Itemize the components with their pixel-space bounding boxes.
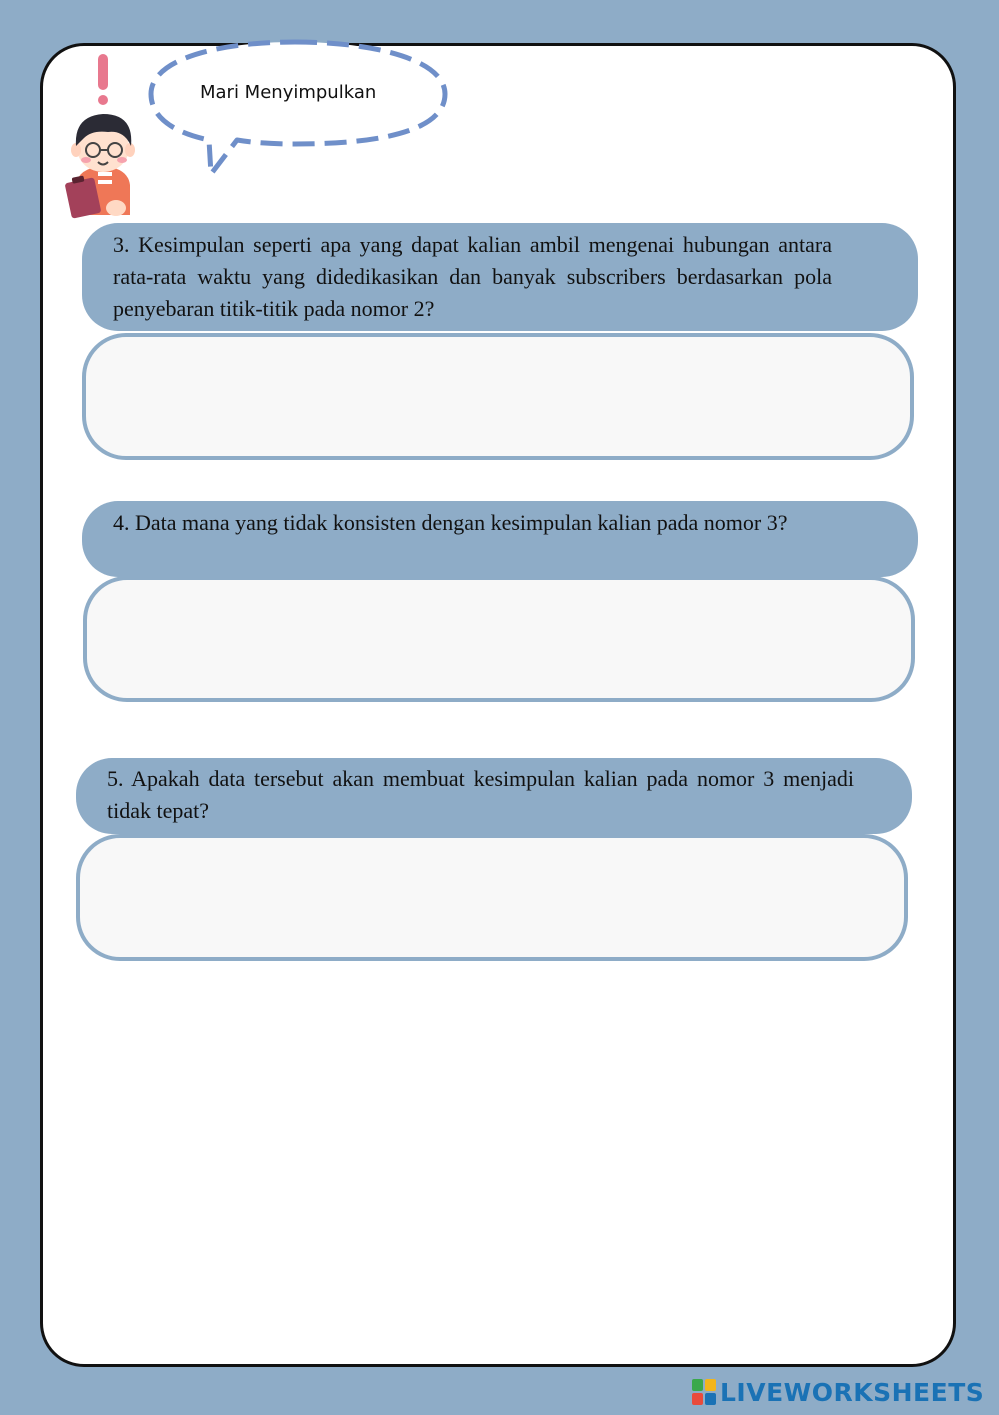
question-5: 5. Apakah data tersebut akan membuat kesimpulan kalian pada nomor 3 menjadi tidak tepat? xyxy=(76,758,912,834)
brand-name: LIVEWORKSHEETS xyxy=(720,1377,985,1407)
question-3: 3. Kesimpulan seperti apa yang dapat kalian ambil mengenai hubungan antara rata-rata waktu yang didedikasikan dan banyak subscribers berdasarkan pola penyebaran titik-titik pada nomor 2? xyxy=(82,223,918,331)
student-mascot-icon xyxy=(58,50,148,220)
logo-blocks-icon xyxy=(692,1379,716,1405)
answer-box-5[interactable] xyxy=(76,834,908,961)
liveworksheets-logo[interactable] xyxy=(692,1378,984,1406)
answer-box-3[interactable] xyxy=(82,333,914,460)
question-4: 4. Data mana yang tidak konsisten dengan kesimpulan kalian pada nomor 3? xyxy=(82,501,918,577)
speech-bubble-icon xyxy=(145,36,450,181)
answer-box-4[interactable] xyxy=(83,576,915,702)
section-title: Mari Menyimpulkan xyxy=(200,82,377,103)
